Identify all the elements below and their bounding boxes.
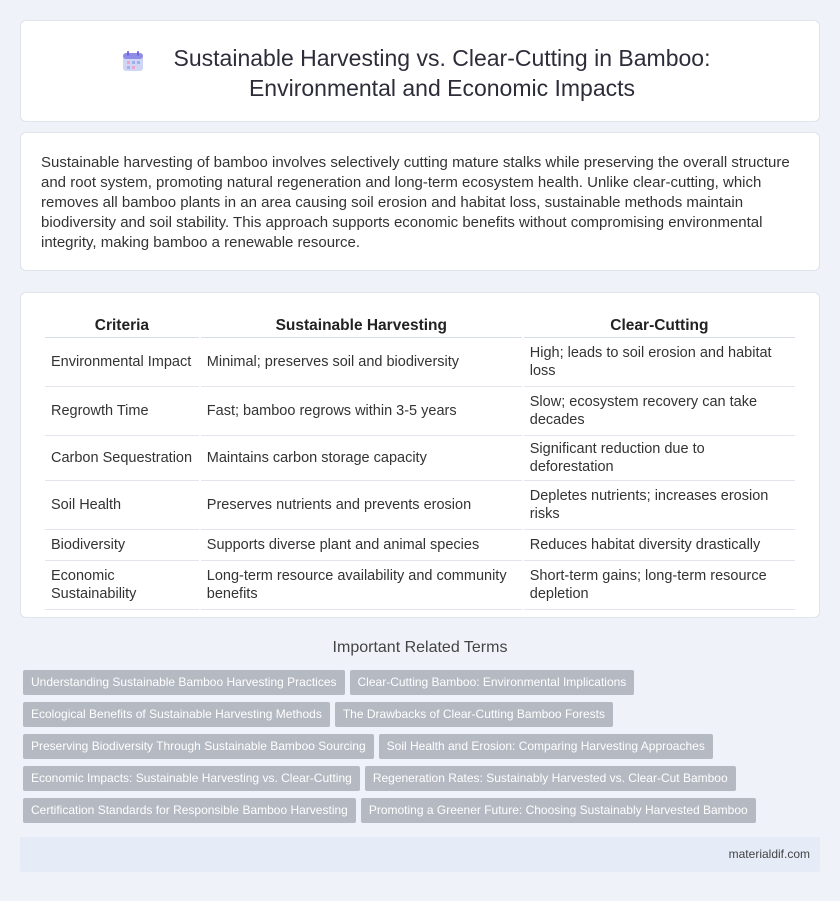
page-title-line2: Environmental and Economic Impacts [248, 75, 636, 101]
comparison-table [43, 309, 797, 610]
row-criteria: Economic Sustainability [45, 561, 199, 610]
header-criteria: Criteria [45, 309, 199, 338]
table-row [45, 436, 795, 481]
related-term-tag[interactable]: The Drawbacks of Clear-Cutting Bamboo Forests [335, 702, 613, 727]
related-term-tag[interactable]: Certification Standards for Responsible Bamboo Harvesting [23, 798, 356, 823]
page-title-line1: Sustainable Harvesting vs. Clear-Cutting in Bamboo: [173, 45, 711, 71]
row-sustainable: Minimal; preserves soil and biodiversity [201, 338, 522, 387]
intro-paragraph: Sustainable harvesting of bamboo involves selectively cutting mature stalks while preserving the overall structure and root system, promoting natural regeneration and long-term ecosystem health. Unlike clear-cutting, which removes all bamboo plants in an area causing soil erosion and habitat loss, sustainable methods maintain biodiversity and soil stability. This approach supports economic benefits without compromising environmental integrity, making bamboo a renewable resource. [41, 154, 790, 251]
related-term-tag[interactable]: Understanding Sustainable Bamboo Harvesting Practices [23, 670, 345, 695]
row-clear-cutting: Reduces habitat diversity drastically [524, 530, 795, 561]
row-clear-cutting: Slow; ecosystem recovery can take decades [524, 387, 795, 436]
table-row [45, 530, 795, 561]
related-terms-tags [23, 670, 823, 830]
title-card [20, 20, 820, 122]
footer [20, 837, 820, 872]
row-sustainable: Supports diverse plant and animal species [201, 530, 522, 561]
row-sustainable: Long-term resource availability and community benefits [201, 561, 522, 610]
related-term-tag[interactable]: Economic Impacts: Sustainable Harvesting vs. Clear-Cutting [23, 766, 360, 791]
row-sustainable: Fast; bamboo regrows within 3-5 years [201, 387, 522, 436]
related-term-tag[interactable]: Ecological Benefits of Sustainable Harvesting Methods [23, 702, 330, 727]
related-terms-title: Important Related Terms [332, 639, 508, 656]
row-criteria: Biodiversity [45, 530, 199, 561]
footer-site-link[interactable]: materialdif.com [728, 847, 810, 861]
header-clear-cutting: Clear-Cutting [524, 309, 795, 338]
related-term-tag[interactable]: Soil Health and Erosion: Comparing Harvesting Approaches [379, 734, 713, 759]
row-sustainable: Preserves nutrients and prevents erosion [201, 481, 522, 530]
row-criteria: Soil Health [45, 481, 199, 530]
table-row [45, 561, 795, 610]
table-row [45, 387, 795, 436]
table-row [45, 338, 795, 387]
row-clear-cutting: Depletes nutrients; increases erosion risks [524, 481, 795, 530]
header-sustainable: Sustainable Harvesting [201, 309, 522, 338]
comparison-card [20, 292, 820, 618]
row-criteria: Regrowth Time [45, 387, 199, 436]
page-title [21, 43, 819, 103]
row-criteria: Carbon Sequestration [45, 436, 199, 481]
table-row [45, 481, 795, 530]
row-clear-cutting: Short-term gains; long-term resource depletion [524, 561, 795, 610]
table-header-row [45, 309, 795, 338]
row-clear-cutting: High; leads to soil erosion and habitat loss [524, 338, 795, 387]
related-term-tag[interactable]: Regeneration Rates: Sustainably Harvested vs. Clear-Cut Bamboo [365, 766, 736, 791]
related-term-tag[interactable]: Promoting a Greener Future: Choosing Sustainably Harvested Bamboo [361, 798, 756, 823]
related-term-tag[interactable]: Preserving Biodiversity Through Sustainable Bamboo Sourcing [23, 734, 374, 759]
row-criteria: Environmental Impact [45, 338, 199, 387]
row-sustainable: Maintains carbon storage capacity [201, 436, 522, 481]
related-term-tag[interactable]: Clear-Cutting Bamboo: Environmental Implications [350, 670, 635, 695]
row-clear-cutting: Significant reduction due to deforestation [524, 436, 795, 481]
intro-card [20, 132, 820, 271]
